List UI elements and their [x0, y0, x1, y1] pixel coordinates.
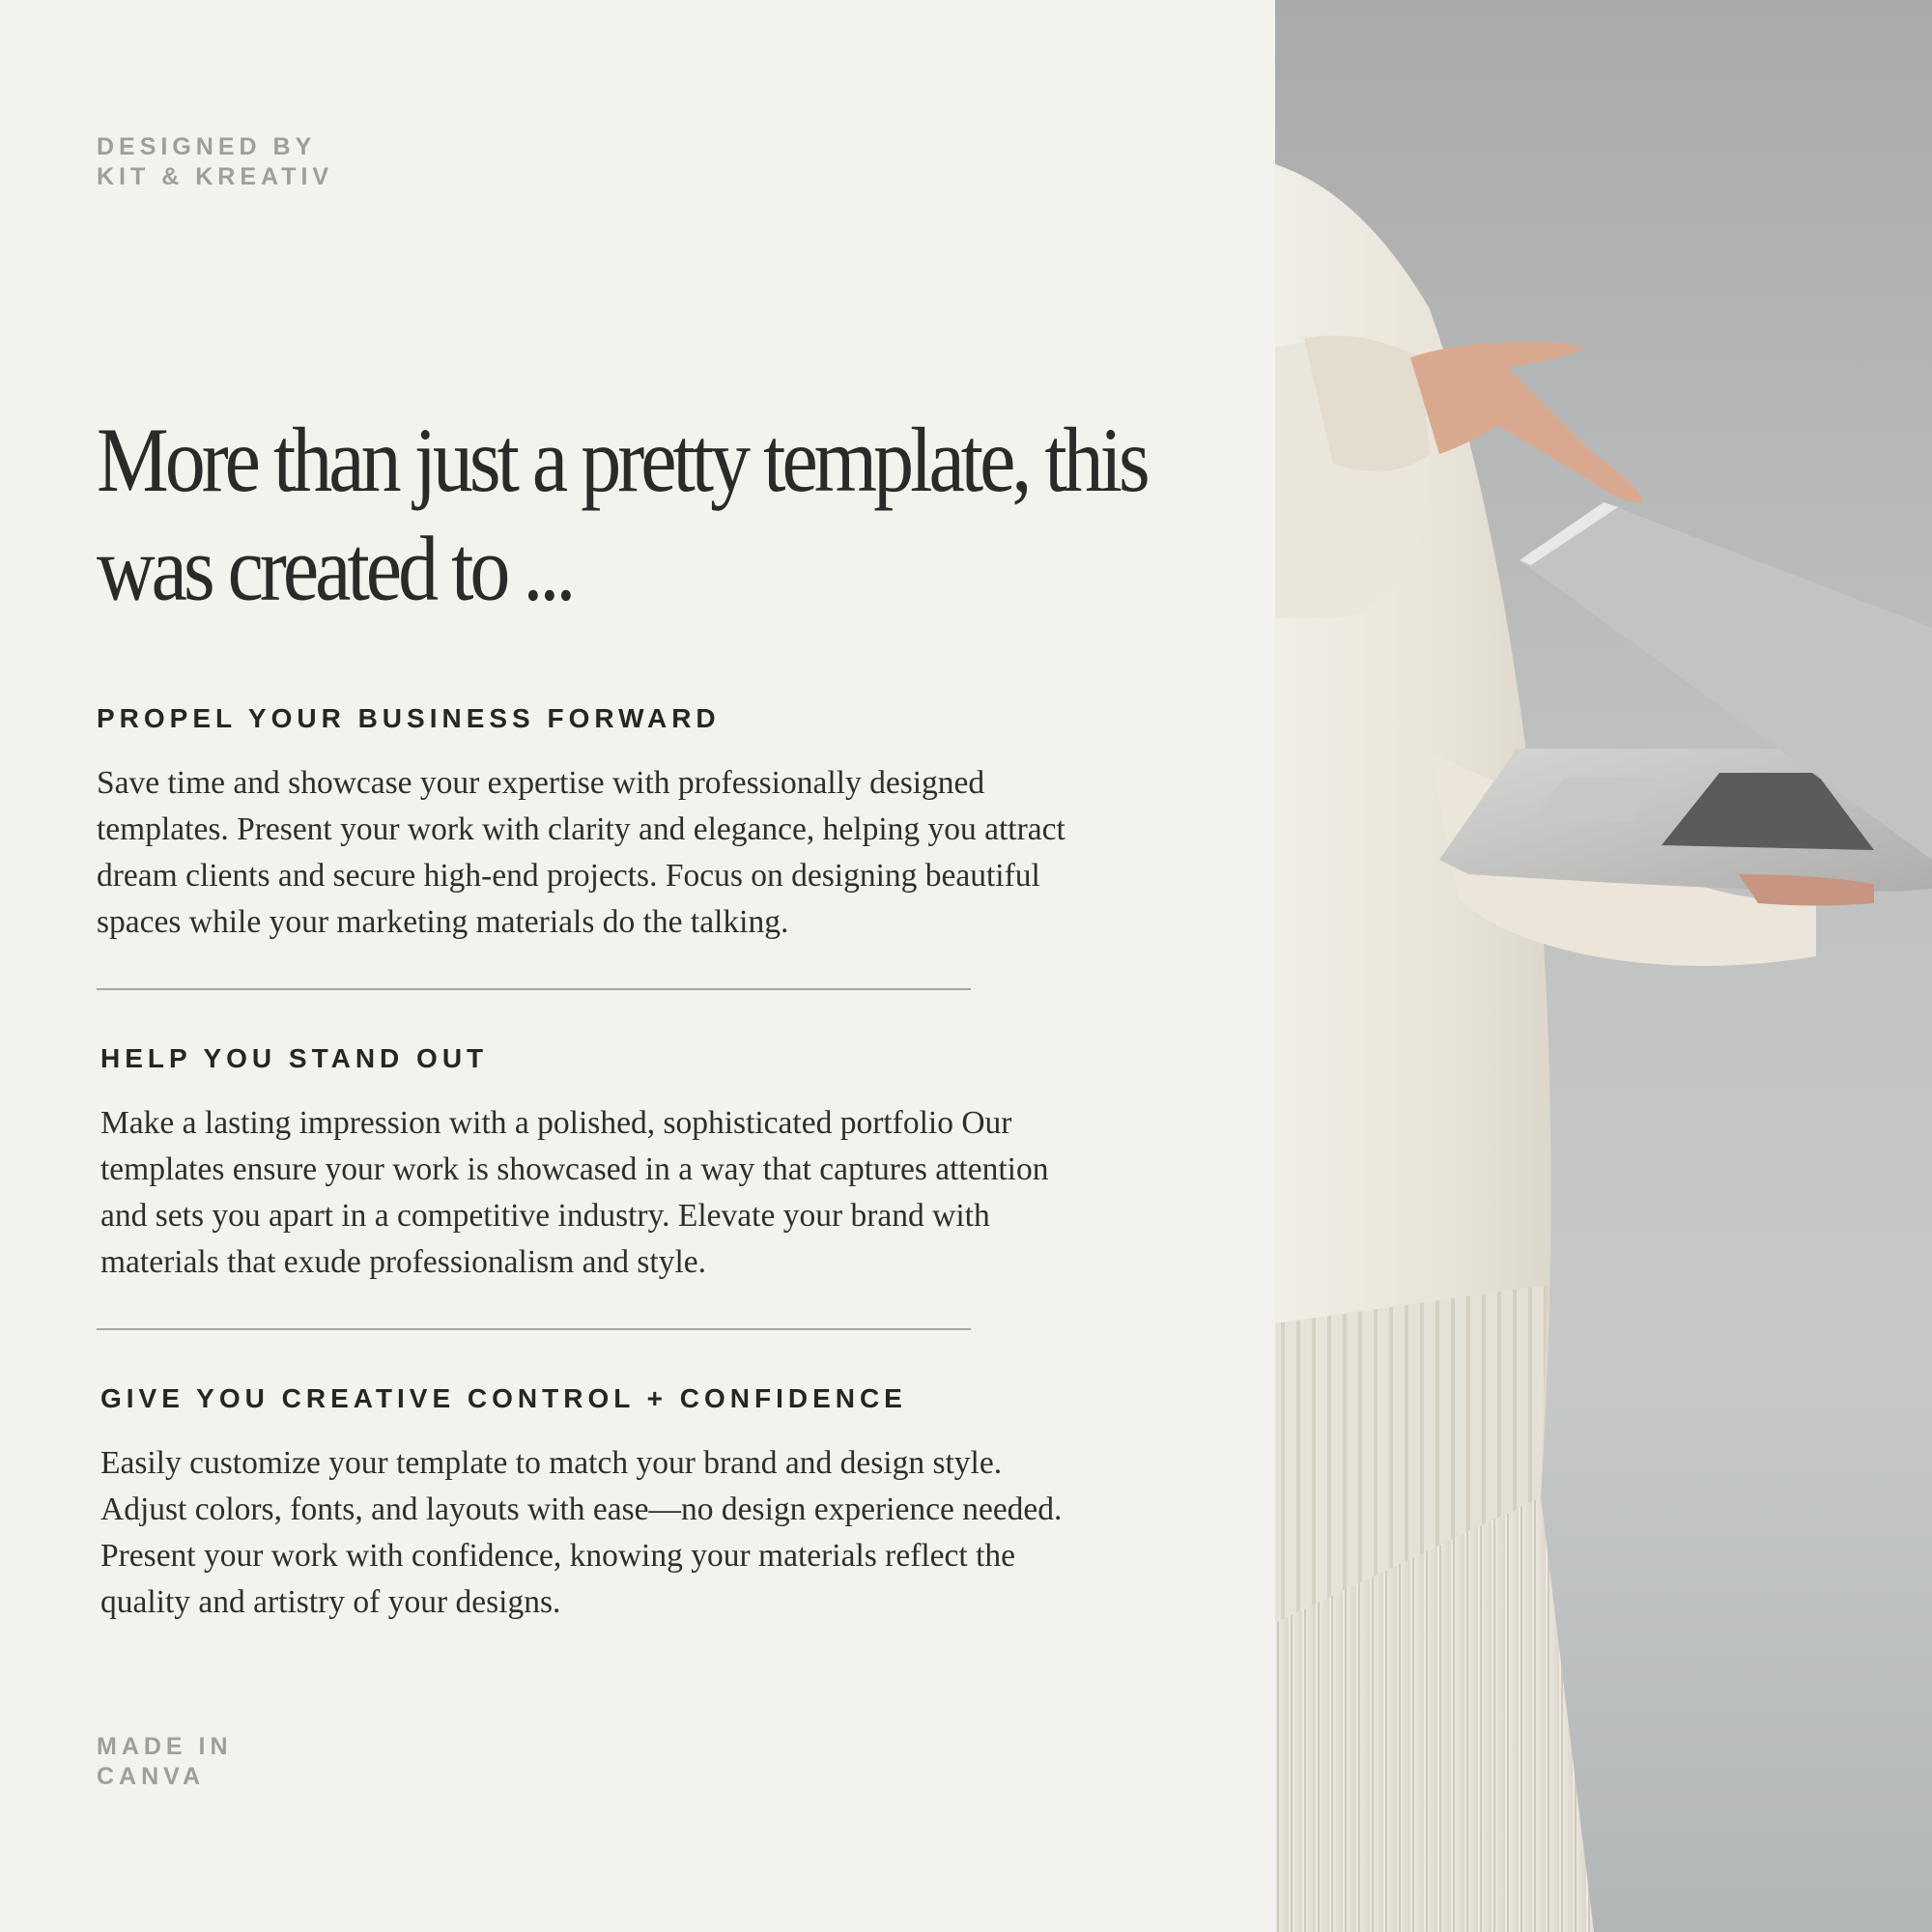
- body-line: Adjust colors, fonts, and layouts with ease—no design experience needed.: [100, 1492, 1063, 1527]
- body-line: quality and artistry of your designs.: [100, 1584, 561, 1620]
- body-line: materials that exude professionalism and style.: [100, 1244, 707, 1280]
- headline: [97, 406, 1217, 624]
- section-divider: [97, 1328, 971, 1330]
- body-line: dream clients and secure high-end projects. Focus on designing beautiful: [97, 858, 1040, 894]
- designer-credit-line-1: DESIGNED BY: [97, 133, 317, 160]
- body-line: Save time and showcase your expertise with professionally designed: [97, 765, 985, 801]
- section-heading-propel: PROPEL YOUR BUSINESS FORWARD: [97, 703, 721, 733]
- lifestyle-photo: [1275, 0, 1932, 1932]
- platform-credit-line-2: CANVA: [97, 1763, 206, 1790]
- designer-credit-line-2: KIT & KREATIV: [97, 163, 334, 190]
- body-line: spaces while your marketing materials do the talking.: [97, 904, 789, 940]
- section-body-propel: [97, 760, 1179, 946]
- body-line: Make a lasting impression with a polished, sophisticated portfolio Our: [100, 1105, 1012, 1141]
- section-body-stand-out: [100, 1100, 1182, 1286]
- section-heading-stand-out: HELP YOU STAND OUT: [100, 1043, 489, 1073]
- body-line: Present your work with confidence, knowing your materials reflect the: [100, 1538, 1016, 1574]
- body-line: templates. Present your work with clarity and elegance, helping you attract: [97, 811, 1065, 847]
- body-line: templates ensure your work is showcased in a way that captures attention: [100, 1151, 1049, 1187]
- platform-credit: [97, 1732, 233, 1792]
- platform-credit-line-1: MADE IN: [97, 1733, 233, 1760]
- photo-illustration: [1275, 0, 1932, 1932]
- designer-credit: [97, 132, 333, 192]
- headline-line-1: More than just a pretty template, this: [97, 409, 1147, 512]
- body-line: Easily customize your template to match your brand and design style.: [100, 1445, 1003, 1481]
- headline-line-2: was created to ...: [97, 518, 573, 621]
- section-divider: [97, 988, 971, 990]
- section-heading-creative-control: GIVE YOU CREATIVE CONTROL + CONFIDENCE: [100, 1383, 907, 1413]
- section-body-creative-control: [100, 1440, 1182, 1626]
- body-line: and sets you apart in a competitive industry. Elevate your brand with: [100, 1198, 990, 1234]
